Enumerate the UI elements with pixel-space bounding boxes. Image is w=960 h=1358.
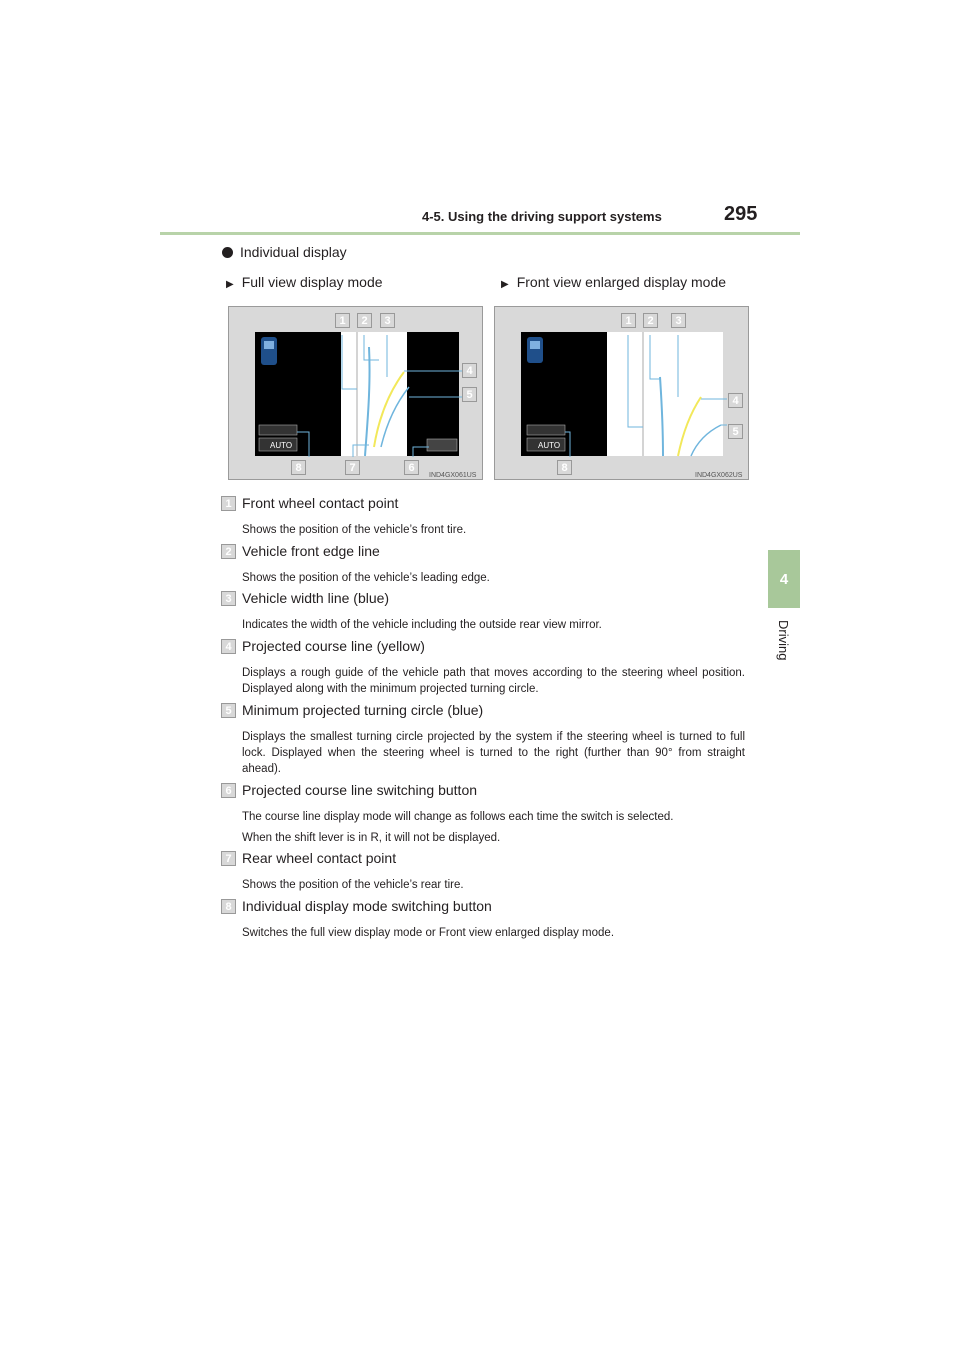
callout-3: 3 [380,313,395,328]
figure-code: IND4GX061US [429,472,477,479]
callout-8: 8 [291,460,306,475]
item-title: Minimum projected turning circle (blue) [242,702,484,718]
item-desc: Displays a rough guide of the vehicle path that moves according to the steering wheel position. Displayed along with the minimum projected turning circle. [242,667,745,695]
bullet-heading [222,244,347,260]
item-desc: Displays the smallest turning circle projected by the system if the steering wheel is turned to full lock. Displayed when the steering wheel is turned to the right (further than 90° from straight ahead). [242,731,745,775]
callout-6: 6 [404,460,419,475]
item-desc: Shows the position of the vehicle’s leading edge. [242,572,490,584]
chapter-label [775,620,795,680]
figure-code: IND4GX062US [695,472,743,479]
item-number: 1 [221,496,236,511]
callout-2: 2 [357,313,372,328]
header-divider [160,232,800,235]
item-number: 7 [221,851,236,866]
item-desc: The course line display mode will change as follows each time the switch is selected. [242,811,674,823]
item-desc: When the shift lever is in R, it will not be displayed. [242,832,501,844]
item-title: Projected course line switching button [242,782,478,798]
item-title: Rear wheel contact point [242,850,397,866]
bullet-icon [222,247,233,258]
callout-5: 5 [728,424,743,439]
mode-label-enlarged-view [501,274,726,290]
item-number: 3 [221,591,236,606]
callout-8: 8 [557,460,572,475]
item-number: 2 [221,544,236,559]
callout-7: 7 [345,460,360,475]
item-title: Vehicle front edge line [242,543,380,559]
item-desc: Indicates the width of the vehicle including the outside rear view mirror. [242,619,602,631]
chapter-label-text: Driving [776,620,791,661]
item-number: 5 [221,703,236,718]
callout-2: 2 [643,313,658,328]
triangle-right-icon: ▶ [226,279,234,290]
callout-4: 4 [462,363,477,378]
section-title: 4-5. Using the driving support systems [422,209,662,224]
item-number: 6 [221,783,236,798]
page-number: 295 [724,203,758,225]
figure-full-view [228,306,483,480]
mode-label-text: Front view enlarged display mode [516,274,727,290]
item-desc: Switches the full view display mode or Front view enlarged display mode. [242,927,615,939]
mode-label-text: Full view display mode [241,274,383,290]
auto-label: AUTO [538,441,561,450]
mode-label-full-view [226,274,383,290]
item-number: 8 [221,899,236,914]
triangle-right-icon: ▶ [501,279,509,290]
item-title: Front wheel contact point [242,495,399,511]
callout-5: 5 [462,387,477,402]
callout-1: 1 [335,313,350,328]
figure-enlarged-view [494,306,749,480]
item-title: Individual display mode switching button [242,898,492,914]
callout-3: 3 [671,313,686,328]
item-desc: Shows the position of the vehicle’s rear tire. [242,879,464,891]
item-title: Projected course line (yellow) [242,638,425,654]
item-desc: Shows the position of the vehicle’s front tire. [242,524,467,536]
callout-1: 1 [621,313,636,328]
auto-label: AUTO [270,441,293,450]
item-title: Vehicle width line (blue) [242,590,390,606]
item-number: 4 [221,639,236,654]
callout-4: 4 [728,393,743,408]
chapter-tab: 4 [768,550,800,608]
bullet-text: Individual display [240,244,347,260]
